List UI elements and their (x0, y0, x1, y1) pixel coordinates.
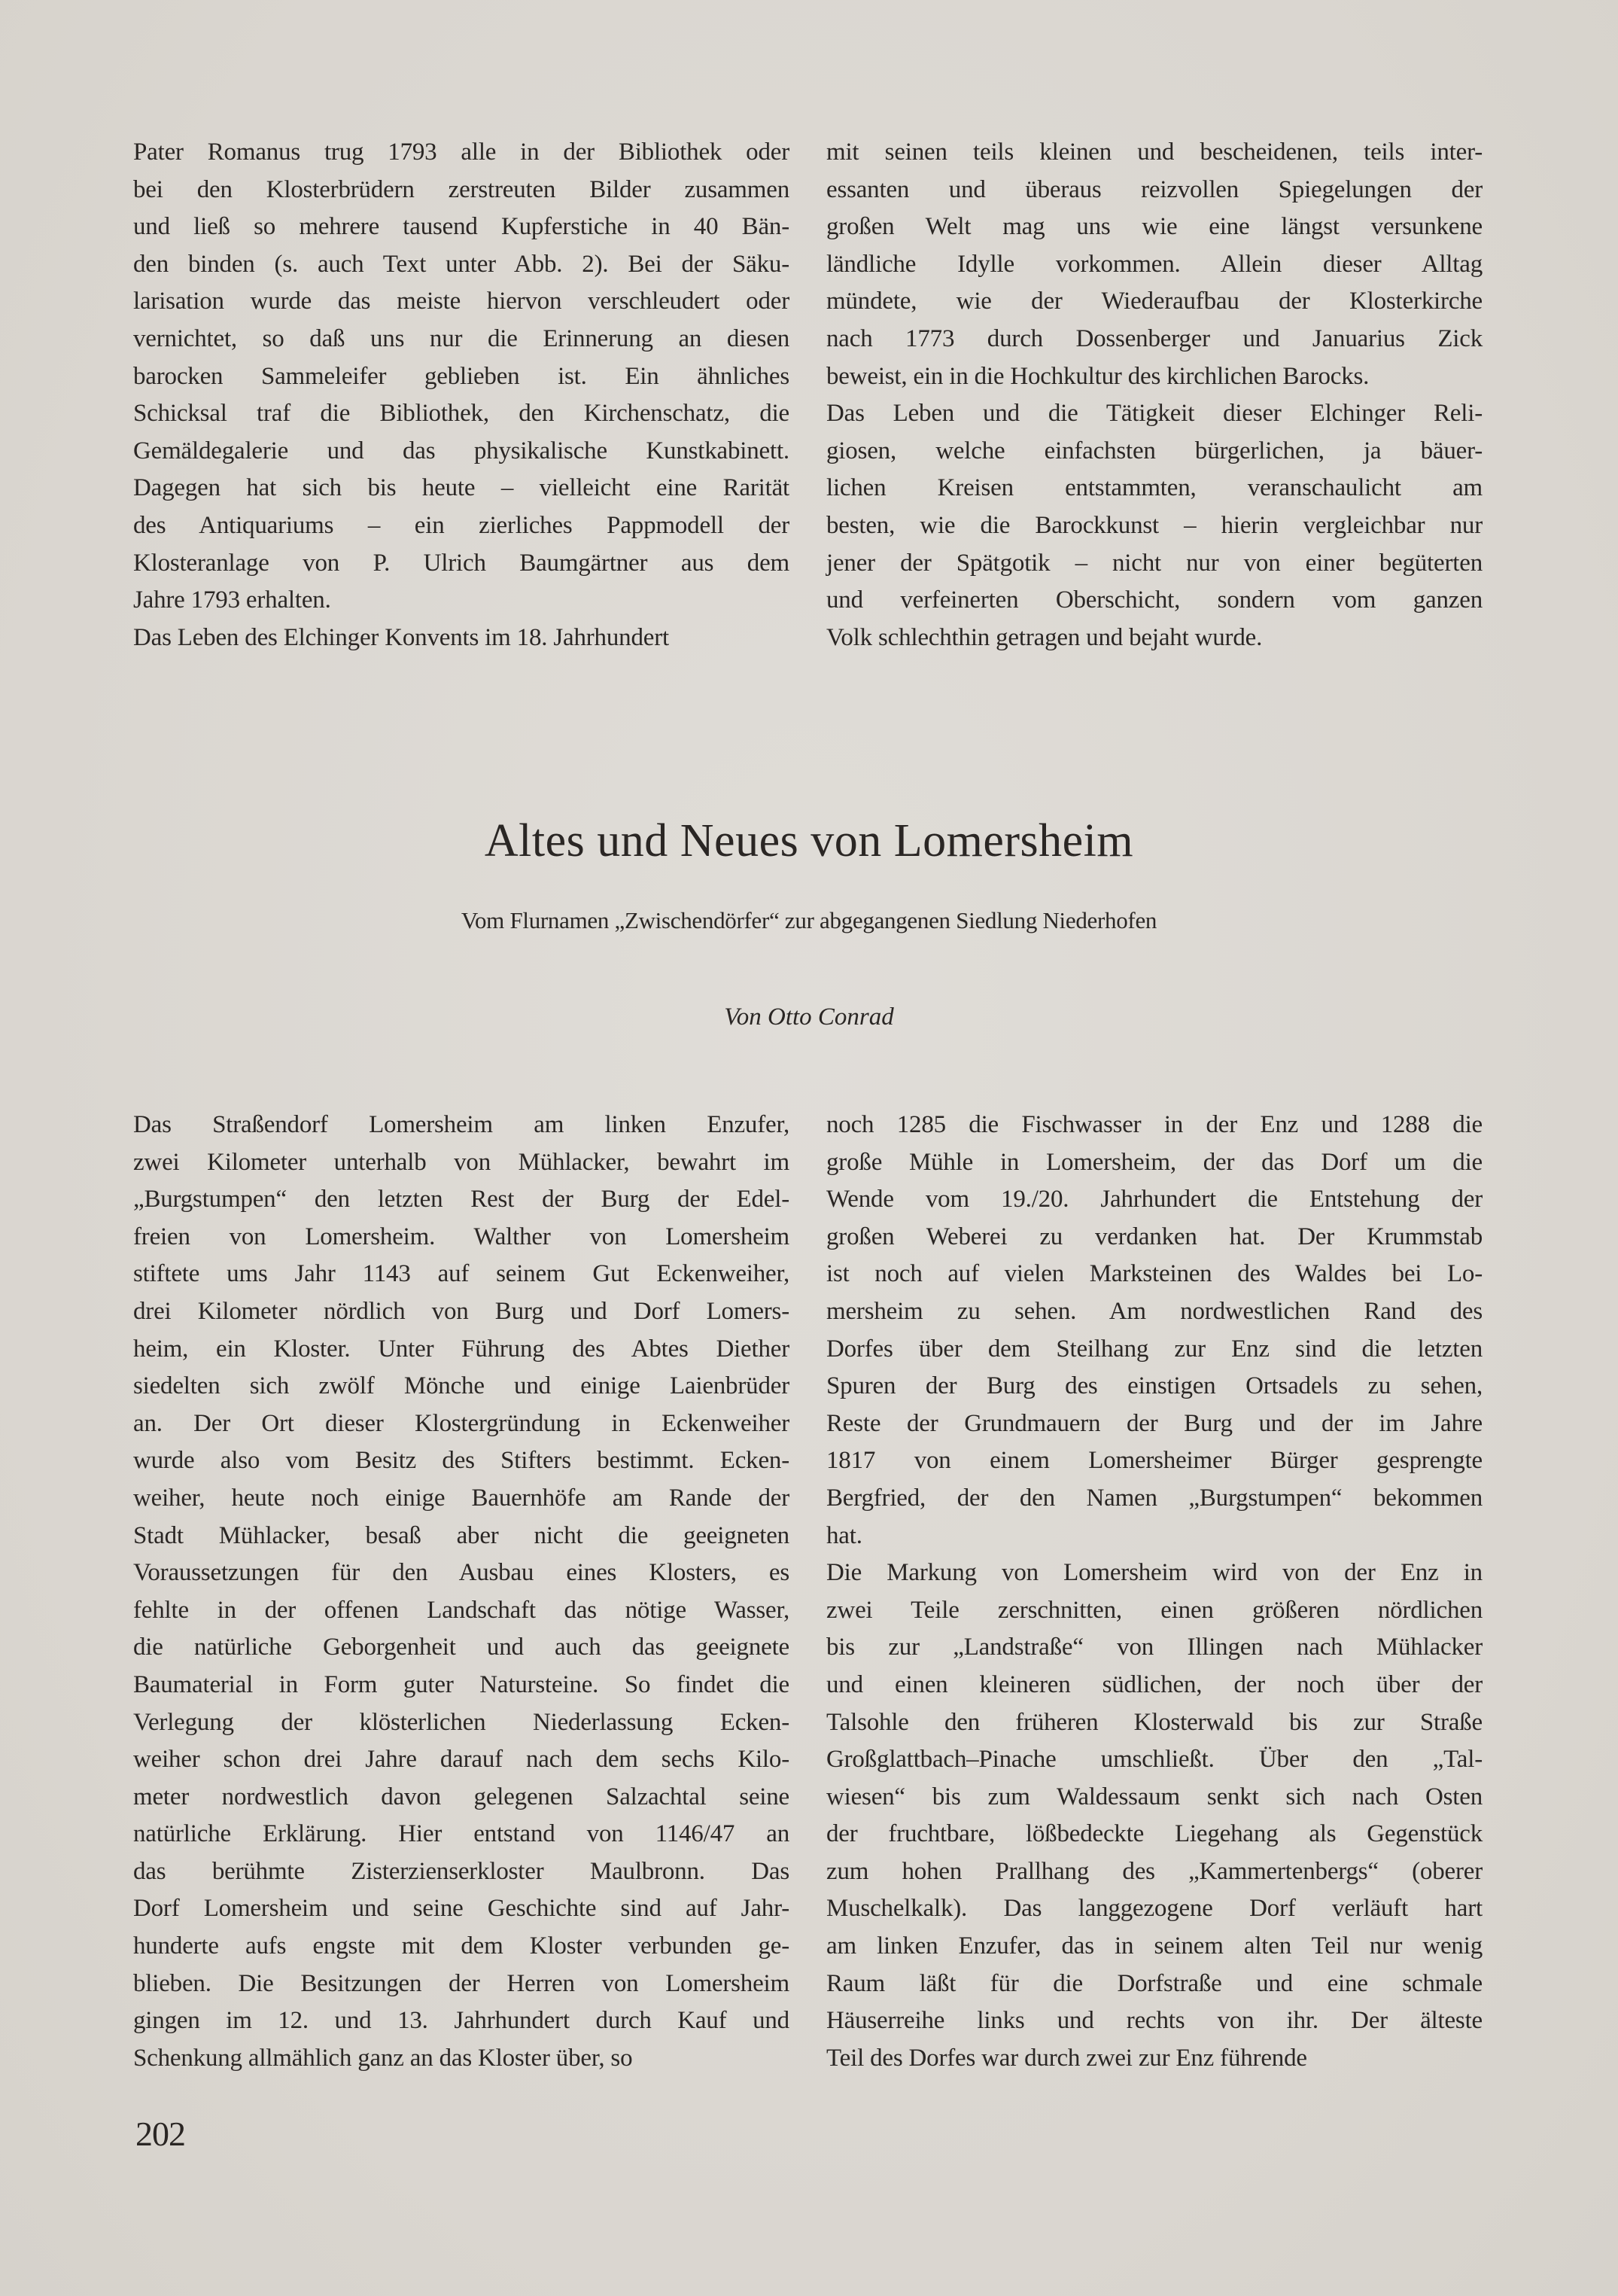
text-line: Bergfried, der den Namen „Burgstumpen“ bekommen (826, 1484, 1483, 1512)
text-line: große Mühle in Lomersheim, der das Dorf um die (826, 1148, 1483, 1176)
text-line: barocken Sammeleifer geblieben ist. Ein ähnliches (133, 362, 789, 390)
text-line: Talsohle den früheren Klosterwald bis zur Straße (826, 1708, 1483, 1736)
text-line: und einen kleineren südlichen, der noch über der (826, 1670, 1483, 1698)
text-line: großen Welt mag uns wie eine längst versunkene (826, 213, 1483, 241)
text-line: hat. (826, 1521, 862, 1549)
text-line: Voraussetzungen für den Ausbau eines Klosters, es (133, 1559, 789, 1587)
text-line: am linken Enzufer, das in seinem alten Teil nur wenig (826, 1932, 1483, 1960)
text-line: mündete, wie der Wiederaufbau der Klosterkirche (826, 288, 1483, 315)
article-title: Altes und Neues von Lomersheim (484, 815, 1134, 866)
text-line: Stadt Mühlacker, besaß aber nicht die geeigneten (133, 1521, 789, 1549)
text-line: Häuserreihe links und rechts von ihr. Der älteste (826, 2007, 1483, 2035)
text-line: vernichtet, so daß uns nur die Erinnerung an diesen (133, 324, 789, 352)
text-line: Muschelkalk). Das langgezogene Dorf verläuft hart (826, 1895, 1483, 1923)
text-line: ländliche Idylle vorkommen. Allein dieser Alltag (826, 250, 1483, 278)
text-line: gingen im 12. und 13. Jahrhundert durch Kauf und (133, 2007, 789, 2035)
text-line: Das Leben und die Tätigkeit dieser Elchinger Reli- (826, 400, 1483, 428)
previous-article-left-column (133, 134, 789, 656)
text-line: 1817 von einem Lomersheimer Bürger gesprengte (826, 1447, 1483, 1475)
text-line: mersheim zu sehen. Am nordwestlichen Rand des (826, 1297, 1483, 1325)
text-line: des Antiquariums – ein zierliches Pappmodell der (133, 511, 789, 539)
text-line: an. Der Ort dieser Klostergründung in Eckenweiher (133, 1409, 789, 1437)
text-line: großen Weberei zu verdanken hat. Der Krummstab (826, 1223, 1483, 1250)
text-line: Klosteranlage von P. Ulrich Baumgärtner aus dem (133, 549, 789, 577)
text-line: Baumaterial in Form guter Natursteine. So findet die (133, 1670, 789, 1698)
text-line: Schicksal traf die Bibliothek, den Kirchenschatz, die (133, 400, 789, 428)
text-line: das berühmte Zisterzienserkloster Maulbronn. Das (133, 1857, 789, 1885)
text-line: zum hohen Prallhang des „Kammertenbergs“ (oberer (826, 1857, 1483, 1885)
text-line: Großglattbach–Pinache umschließt. Über den „Tal- (826, 1746, 1483, 1774)
text-line: stiftete ums Jahr 1143 auf seinem Gut Eckenweiher, (133, 1260, 789, 1288)
article-left-column (133, 1107, 789, 2077)
article-byline: Von Otto Conrad (724, 1003, 894, 1031)
text-line: fehlte in der offenen Landschaft das nötige Wasser, (133, 1596, 789, 1624)
text-line: essanten und überaus reizvollen Spiegelungen der (826, 175, 1483, 203)
text-line: natürliche Erklärung. Hier entstand von 1146/47 an (133, 1820, 789, 1848)
text-line: Dagegen hat sich bis heute – vielleicht eine Rarität (133, 474, 789, 502)
text-line: zwei Teile zerschnitten, einen größeren nördlichen (826, 1596, 1483, 1624)
text-line: mit seinen teils kleinen und bescheidenen, teils inter- (826, 139, 1483, 166)
text-line: ist noch auf vielen Marksteinen des Waldes bei Lo- (826, 1260, 1483, 1288)
text-line: wiesen“ bis zum Waldessaum senkt sich nach Osten (826, 1783, 1483, 1810)
previous-article-right-column (826, 134, 1483, 656)
text-line: Wende vom 19./20. Jahrhundert die Entstehung der (826, 1186, 1483, 1213)
text-line: Teil des Dorfes war durch zwei zur Enz führende (826, 2044, 1307, 2072)
text-line: bis zur „Landstraße“ von Illingen nach Mühlacker (826, 1634, 1483, 1661)
text-line: Das Straßendorf Lomersheim am linken Enzufer, (133, 1111, 789, 1138)
text-line: den binden (s. auch Text unter Abb. 2). Bei der Säku- (133, 250, 789, 278)
text-line: und ließ so mehrere tausend Kupferstiche in 40 Bän- (133, 213, 789, 241)
text-line: Verlegung der klösterlichen Niederlassung Ecken- (133, 1708, 789, 1736)
text-line: Schenkung allmählich ganz an das Kloster über, so (133, 2044, 633, 2072)
text-line: zwei Kilometer unterhalb von Mühlacker, bewahrt im (133, 1148, 789, 1176)
text-line: Dorfes über dem Steilhang zur Enz sind die letzten (826, 1335, 1483, 1363)
text-line: und verfeinerten Oberschicht, sondern vom ganzen (826, 586, 1483, 614)
text-line: Dorf Lomersheim und seine Geschichte sind auf Jahr- (133, 1895, 789, 1923)
text-line: weiher schon drei Jahre darauf nach dem sechs Kilo- (133, 1746, 789, 1774)
text-line: siedelten sich zwölf Mönche und einige Laienbrüder (133, 1372, 789, 1400)
article-subtitle: Vom Flurnamen „Zwischendörfer“ zur abgegangenen Siedlung Niederhofen (461, 907, 1157, 933)
text-line: bei den Klosterbrüdern zerstreuten Bilder zusammen (133, 175, 789, 203)
text-line: weiher, heute noch einige Bauernhöfe am Rande der (133, 1484, 789, 1512)
text-line: Reste der Grundmauern der Burg und der im Jahre (826, 1409, 1483, 1437)
text-line: Das Leben des Elchinger Konvents im 18. Jahrhundert (133, 623, 669, 651)
text-line: wurde also vom Besitz des Stifters bestimmt. Ecken- (133, 1447, 789, 1475)
text-line: noch 1285 die Fischwasser in der Enz und 1288 die (826, 1111, 1483, 1138)
text-line: Gemäldegalerie und das physikalische Kunstkabinett. (133, 437, 789, 464)
text-line: Jahre 1793 erhalten. (133, 586, 331, 614)
text-line: Volk schlechthin getragen und bejaht wurde. (826, 623, 1263, 651)
text-line: Spuren der Burg des einstigen Ortsadels zu sehen, (826, 1372, 1483, 1400)
text-line: lichen Kreisen entstammten, veranschaulicht am (826, 474, 1483, 502)
text-line: freien von Lomersheim. Walther von Lomersheim (133, 1223, 789, 1250)
text-line: hunderte aufs engste mit dem Kloster verbunden ge- (133, 1932, 789, 1960)
text-line: larisation wurde das meiste hiervon verschleudert oder (133, 288, 789, 315)
text-line: der fruchtbare, lößbedeckte Liegehang als Gegenstück (826, 1820, 1483, 1848)
text-line: drei Kilometer nördlich von Burg und Dorf Lomers- (133, 1297, 789, 1325)
text-line: Pater Romanus trug 1793 alle in der Bibliothek oder (133, 139, 789, 166)
text-line: beweist, ein in die Hochkultur des kirchlichen Barocks. (826, 362, 1370, 390)
article-right-column (826, 1107, 1483, 2077)
text-line: Die Markung von Lomersheim wird von der Enz in (826, 1559, 1483, 1587)
text-line: besten, wie die Barockkunst – hierin vergleichbar nur (826, 511, 1483, 539)
text-line: die natürliche Geborgenheit und auch das geeignete (133, 1634, 789, 1661)
page-number: 202 (135, 2115, 185, 2153)
text-line: nach 1773 durch Dossenberger und Januarius Zick (826, 324, 1483, 352)
text-line: heim, ein Kloster. Unter Führung des Abtes Diether (133, 1335, 789, 1363)
text-line: jener der Spätgotik – nicht nur von einer begüterten (826, 549, 1483, 577)
text-line: Raum läßt für die Dorfstraße und eine schmale (826, 1969, 1483, 1997)
text-line: giosen, welche einfachsten bürgerlichen, ja bäuer- (826, 437, 1483, 464)
text-line: meter nordwestlich davon gelegenen Salzachtal seine (133, 1783, 789, 1810)
text-line: „Burgstumpen“ den letzten Rest der Burg der Edel- (133, 1186, 789, 1213)
text-line: blieben. Die Besitzungen der Herren von Lomersheim (133, 1969, 789, 1997)
